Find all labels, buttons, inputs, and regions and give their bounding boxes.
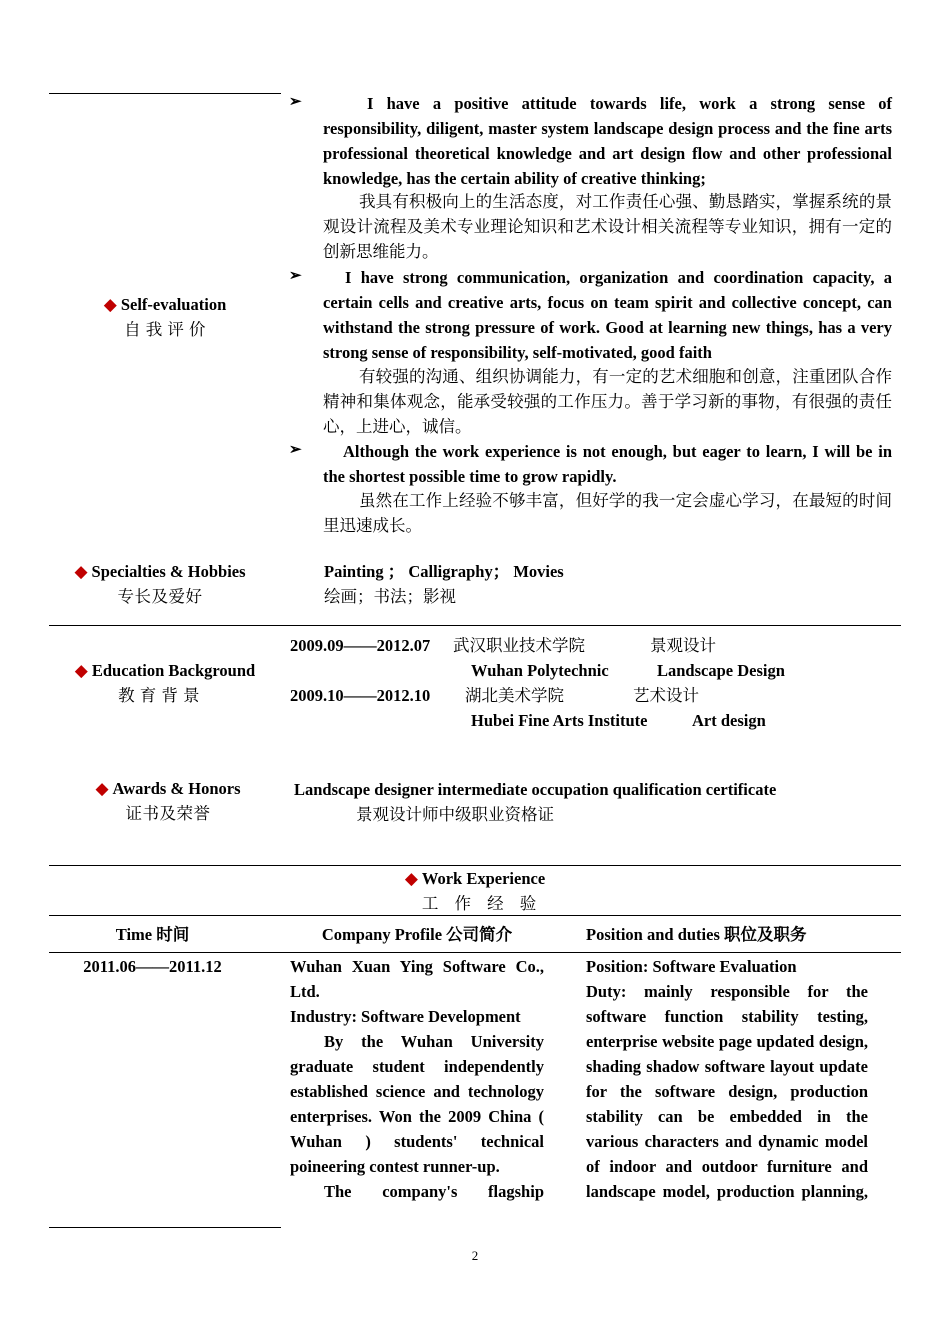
education-title-cn: 教 育 背 景	[118, 686, 200, 705]
specialties-heading	[55, 559, 265, 609]
self-evaluation-item-2-cn: 有较强的沟通、组织协调能力，有一定的艺术细胞和创意，注重团队合作精神和集体观念，能承受较强的工作压力。善于学习新的事物，有很强的责任心，上进心，诚信。	[323, 367, 892, 436]
self-evaluation-item-3-cn: 虽然在工作上经验不够丰富，但好学的我一定会虚心学习，在最短的时间里迅速成长。	[323, 491, 892, 535]
education-entry-1-major-cn: 景观设计	[650, 636, 716, 655]
diamond-icon: ◆	[404, 869, 418, 888]
self-evaluation-title-cn: 自 我 评 价	[124, 320, 206, 339]
education-entry-2-school-cn: 湖北美术学院	[465, 686, 564, 705]
awards-heading	[63, 776, 273, 826]
work-row-industry: Industry: Software Development	[290, 1007, 521, 1026]
education-heading	[55, 658, 275, 708]
work-title-cn: 工 作 经 验	[421, 894, 543, 913]
education-entry-2-major-cn: 艺术设计	[633, 686, 699, 705]
education-entry-2-school-en: Hubei Fine Arts Institute	[471, 711, 648, 730]
self-evaluation-title-en: Self-evaluation	[120, 295, 227, 314]
work-row-company-desc: By the Wuhan University graduate student independently established science and technology enterprises. Won the 2009 China ( Wuhan ) students' technical poineering contest runner-up.	[290, 1032, 544, 1176]
diamond-icon: ◆	[74, 562, 88, 581]
work-row-time: 2011.06——2011.12	[83, 957, 222, 976]
education-entry-1-school-cn: 武汉职业技术学院	[453, 636, 585, 655]
arrow-bullet-icon: ➢	[289, 94, 302, 110]
education-entry-1-school-en: Wuhan Polytechnic	[471, 661, 609, 680]
specialties-cn: 绘画；书法；影视	[324, 587, 456, 606]
specialties-title-en: Specialties & Hobbies	[91, 562, 246, 581]
bottom-left-rule	[49, 1227, 281, 1228]
diamond-icon: ◆	[74, 661, 88, 680]
work-title-en: Work Experience	[421, 869, 546, 888]
education-entry-1-period: 2009.09——2012.07	[290, 636, 431, 655]
awards-en: Landscape designer intermediate occupation qualification certificate	[294, 780, 777, 799]
work-row-position	[586, 954, 868, 1204]
rule-specialties-bottom	[49, 625, 901, 626]
specialties-title-cn: 专长及爱好	[117, 587, 203, 606]
rule-work-header-bottom	[49, 952, 901, 953]
work-header-company: Company Profile 公司简介	[321, 925, 513, 944]
work-row-company-name: Wuhan Xuan Ying Software Co., Ltd.	[290, 957, 544, 1001]
self-evaluation-item-1-cn: 我具有积极向上的生活态度，对工作责任心强、勤恳踏实，掌握系统的景观设计流程及美术专业理论知识和艺术设计相关流程等专业知识，拥有一定的创新思维能力。	[323, 192, 892, 261]
awards-title-cn: 证书及荣誉	[125, 804, 211, 823]
self-evaluation-item-3-en: Although the work experience is not enough, but eager to learn, I will be in the shortest possible time to grow rapidly.	[323, 442, 892, 486]
self-evaluation-item-1-en: I have a positive attitude towards life, work a strong sense of responsibility, diligent, master system landscape design process and the fine arts professional theoretical knowledge and art design flow and other professional knowledge, has the certain ability of creative thinking;	[323, 94, 892, 188]
page-number: 2	[471, 1248, 479, 1263]
diamond-icon: ◆	[95, 779, 109, 798]
arrow-bullet-icon: ➢	[289, 442, 302, 458]
work-row-company	[290, 954, 544, 1204]
awards-title-en: Awards & Honors	[112, 779, 241, 798]
work-heading	[300, 866, 650, 916]
rule-work-heading-bottom	[49, 915, 901, 916]
education-title-en: Education Background	[91, 661, 256, 680]
work-row-position-title: Position: Software Evaluation	[586, 957, 797, 976]
work-header-position: Position and duties 职位及职务	[586, 925, 807, 944]
education-entry-1-major-en: Landscape Design	[657, 661, 785, 680]
awards-cn: 景观设计师中级职业资格证	[356, 805, 554, 824]
self-evaluation-item-2-en: I have strong communication, organization and coordination capacity, a certain cells and creative arts, focus on team spirit and collective concept, can withstand the strong pressure of work. Good at learning new things, has a very strong sense of responsibility, self-motivated, good faith	[323, 268, 892, 362]
work-row-company-more: The company's flagship	[324, 1182, 544, 1201]
work-header-time: Time 时间	[115, 925, 190, 944]
education-entry-2-period: 2009.10——2012.10	[290, 686, 431, 705]
top-left-rule	[49, 93, 281, 94]
education-entry-2-major-en: Art design	[692, 711, 766, 730]
work-row-duty: Duty: mainly responsible for the software function stability testing, enterprise website page updated design, shading shadow software layout update for the software design, production stability can be embedded in the various characters and dynamic model of indoor and outdoor furniture and landscape model, production planning,	[586, 982, 868, 1201]
diamond-icon: ◆	[103, 295, 117, 314]
self-evaluation-heading	[60, 292, 270, 342]
arrow-bullet-icon: ➢	[289, 268, 302, 284]
specialties-en: Painting ； Calligraphy； Movies	[324, 562, 564, 581]
